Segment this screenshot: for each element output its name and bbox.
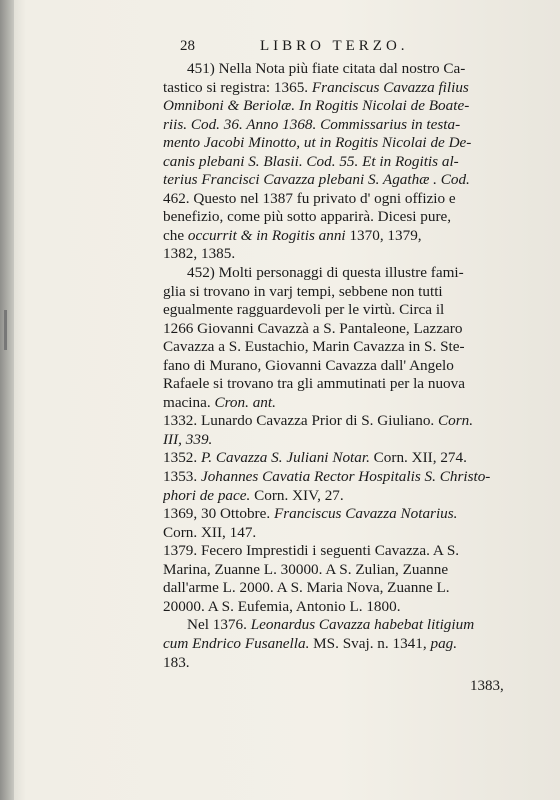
text-line [163, 357, 543, 376]
text-segment: Leonardus Cavazza habebat litigium [250, 616, 475, 634]
text-line [163, 487, 543, 506]
text-line [163, 412, 543, 431]
text-line [163, 190, 543, 209]
text-segment: MS. Svaj. n. 1341, [309, 634, 431, 652]
text-line [163, 227, 543, 246]
text-segment: canis plebani S. Blasii. Cod. 55. Et in Rogitis al- [163, 152, 459, 170]
page-number: 28 [180, 38, 195, 54]
text-line [163, 635, 543, 654]
page-body [163, 60, 543, 672]
catchword: 1383, [470, 678, 504, 694]
text-line [163, 561, 543, 580]
text-line [163, 79, 543, 98]
text-line [163, 264, 543, 283]
text-segment: 20000. A S. Eufemia, Antonio L. 1800. [163, 597, 401, 615]
text-line [163, 579, 543, 598]
text-segment: 1353. [163, 468, 201, 486]
text-line [163, 375, 543, 394]
text-segment: 1370, 1379, [345, 226, 422, 244]
text-segment: 451) Nella Nota più fiate citata dal nostro Ca- [187, 60, 466, 77]
text-segment: cum Endrico Fusanella. [163, 634, 310, 652]
text-segment: occurrit & in Rogitis anni [187, 226, 346, 244]
page-gutter [0, 0, 14, 800]
text-segment: dall'arme L. 2000. A S. Maria Nova, Zuanne L. [163, 579, 450, 597]
text-segment: pag. [430, 634, 458, 652]
text-segment: 1382, 1385. [163, 245, 236, 263]
text-line [163, 394, 543, 413]
text-line [163, 505, 543, 524]
text-segment: che [163, 226, 188, 244]
text-line [163, 338, 543, 357]
text-segment: Corn. XII, 274. [369, 449, 467, 467]
text-segment: mento Jacobi Minotto, ut in Rogitis Nicolai de De- [163, 134, 472, 152]
text-segment: Corn. XIV, 27. [250, 486, 344, 504]
text-line [163, 449, 543, 468]
text-segment: Franciscus Cavazza Notarius. [273, 505, 458, 523]
text-segment: Omniboni & Beriolæ. In Rogitis Nicolai de Boate- [163, 97, 470, 115]
text-line [163, 60, 543, 79]
text-segment: Johannes Cavatia Rector Hospitalis S. Christo- [200, 468, 491, 486]
text-line [163, 283, 543, 302]
text-segment: 452) Molti personaggi di questa illustre fami- [187, 264, 464, 282]
text-line [163, 616, 543, 635]
text-segment: Cron. ant. [214, 393, 276, 411]
text-segment: terius Francisci Cavazza plebani S. Agathæ . Cod. [163, 171, 470, 189]
text-line [163, 134, 543, 153]
text-segment: Corn. [438, 412, 474, 430]
text-line [163, 116, 543, 135]
running-title: LIBRO TERZO. [260, 38, 409, 54]
text-line [163, 208, 543, 227]
text-segment: 1369, 30 Ottobre. [163, 505, 274, 523]
text-segment: riis. Cod. 36. Anno 1368. Commissarius in testa- [163, 115, 461, 133]
text-line [163, 524, 543, 543]
text-segment: glia si trovano in varj tempi, sebbene non tutti [163, 282, 443, 300]
text-segment: 183. [163, 653, 190, 671]
text-segment: Rafaele si trovano tra gli ammutinati per la nuova [163, 375, 465, 393]
text-segment: P. Cavazza S. Juliani Notar. [200, 449, 370, 467]
text-line [163, 468, 543, 487]
text-segment: 1266 Giovanni Cavazzà a S. Pantaleone, Lazzaro [163, 319, 463, 337]
text-segment: Corn. XII, 147. [163, 523, 257, 541]
text-segment: 1379. Fecero Imprestidi i seguenti Cavazza. A S. [163, 542, 460, 560]
text-line [163, 245, 543, 264]
text-segment: fano di Murano, Giovanni Cavazza dall' Angelo [163, 356, 454, 374]
text-segment: egualmente ragguardevoli per le virtù. Circa il [163, 301, 445, 319]
text-line [163, 153, 543, 172]
text-segment: Franciscus Cavazza filius [311, 78, 469, 96]
text-line [163, 431, 543, 450]
text-line [163, 542, 543, 561]
text-segment: 462. Questo nel 1387 fu privato d' ogni offizio e [163, 189, 456, 207]
text-segment: 1352. [163, 449, 201, 467]
text-segment: benefizio, come più sotto apparirà. Dicesi pure, [163, 208, 452, 226]
text-segment: III, 339. [163, 430, 213, 448]
text-line [163, 97, 543, 116]
text-segment: Marina, Zuanne L. 30000. A S. Zulian, Zuanne [163, 560, 449, 578]
text-segment: Cavazza a S. Eustachio, Marin Cavazza in S. Ste- [163, 338, 465, 356]
text-segment: tastico si registra: 1365. [163, 78, 312, 96]
text-line [163, 171, 543, 190]
text-line [163, 654, 543, 673]
text-segment: macina. [163, 393, 215, 411]
page-header [180, 38, 480, 58]
gutter-mark [4, 310, 7, 350]
text-line [163, 301, 543, 320]
text-segment: phori de pace. [163, 486, 251, 504]
text-segment: 1332. Lunardo Cavazza Prior di S. Giuliano. [163, 412, 439, 430]
text-line [163, 320, 543, 339]
text-line [163, 598, 543, 617]
text-segment: Nel 1376. [187, 616, 251, 634]
